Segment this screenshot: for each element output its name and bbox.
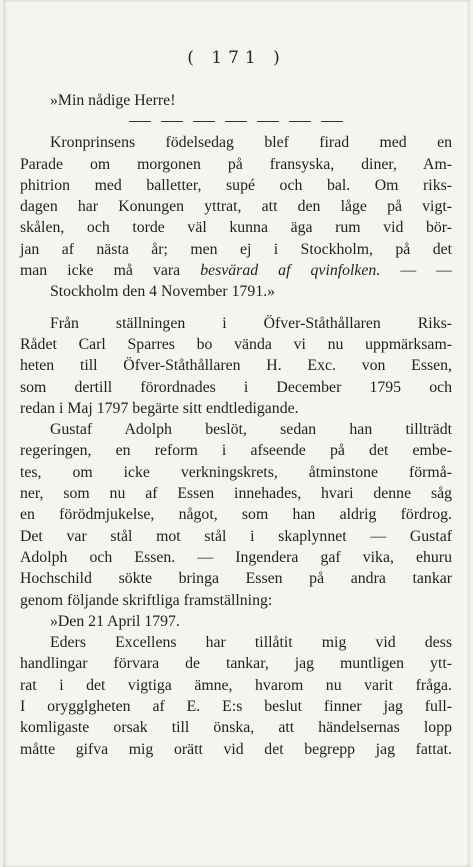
dash-mark (225, 121, 247, 122)
text-line: »Den 21 April 1797. (50, 612, 180, 630)
text-line: dagen har Konungen yttrat, att den låge på vigt- (20, 198, 452, 216)
body-text (20, 90, 452, 760)
text-line: phitrion med balletter, supé och bal. Om riks- (20, 176, 452, 194)
text-line: Rådet Carl Sparres bo vända vi nu uppmärksam- (20, 335, 452, 353)
text-line: Hochschild sökte bringa Essen på andra tankar (20, 570, 452, 588)
text-line: Eders Excellens har tillåtit mig vid dess (50, 634, 452, 652)
text-line: Gustaf Adolph beslöt, sedan han tillträdt (50, 421, 452, 439)
page-number: ( 171 ) (187, 48, 286, 68)
text-line: »Min nådige Herre! (50, 92, 176, 109)
text-line: ner, som nu af Essen innehades, hvari denne såg (20, 485, 452, 503)
text-line: Från ställningen i Öfver-Ståthållaren Riks- (50, 314, 452, 332)
text-line: skålen, och torde väl kunna äga rum vid bör- (20, 219, 452, 237)
text-line: regeringen, en reform i afseende på det embe- (20, 442, 452, 460)
dash-mark (289, 121, 311, 122)
text-line: komligaste orsak till önska, att händelsernas lopp (20, 719, 452, 737)
text-line: tes, om icke verkningskrets, åtminstone förmå- (20, 463, 452, 481)
text-line: rat i det vigtiga ämne, hvarom nu varit fråga. (20, 676, 452, 694)
dash-mark (257, 121, 279, 122)
text-line: Kronprinsens födelsedag blef firad med en (50, 134, 452, 152)
text-line: man icke må vara besvärad af qvinfolken. — — (20, 262, 452, 280)
paragraph-gap (20, 303, 452, 313)
text-line: Adolph och Essen. — Ingendera gaf vika, ehuru (20, 548, 452, 566)
text-line: Det var stål mot stål i skaplynnet — Gustaf (20, 527, 452, 545)
text-line: genom följande skriftliga framställning: (20, 591, 273, 609)
text-line: som dertill förordnades i December 1795 och (20, 378, 452, 396)
dash-separator (20, 111, 452, 132)
text-line: I orygglgheten af E. E:s beslut finner jag full- (20, 698, 452, 716)
text-line: en förödmjukelse, något, som han aldrig fördrog. (20, 506, 452, 524)
text-line: Stockholm den 4 November 1791.» (50, 283, 276, 301)
text-line: redan i Maj 1797 begärte sitt endtledigande. (20, 399, 299, 417)
text-line: jan af nästa år; men ej i Stockholm, på det (20, 240, 452, 258)
text-line: heten till Öfver-Ståthållaren H. Exc. von Essen, (20, 357, 452, 375)
text-line: måtte gifva mig orätt vid det begrepp jag fattat. (20, 740, 452, 758)
dash-mark (161, 121, 183, 122)
dash-mark (321, 121, 343, 122)
dash-mark (193, 121, 215, 122)
dash-mark (129, 121, 151, 122)
text-line: handlingar förvara de tankar, jag muntligen ytt- (20, 655, 452, 673)
text-line: Parade om morgonen på fransyska, diner, Am- (20, 155, 452, 173)
